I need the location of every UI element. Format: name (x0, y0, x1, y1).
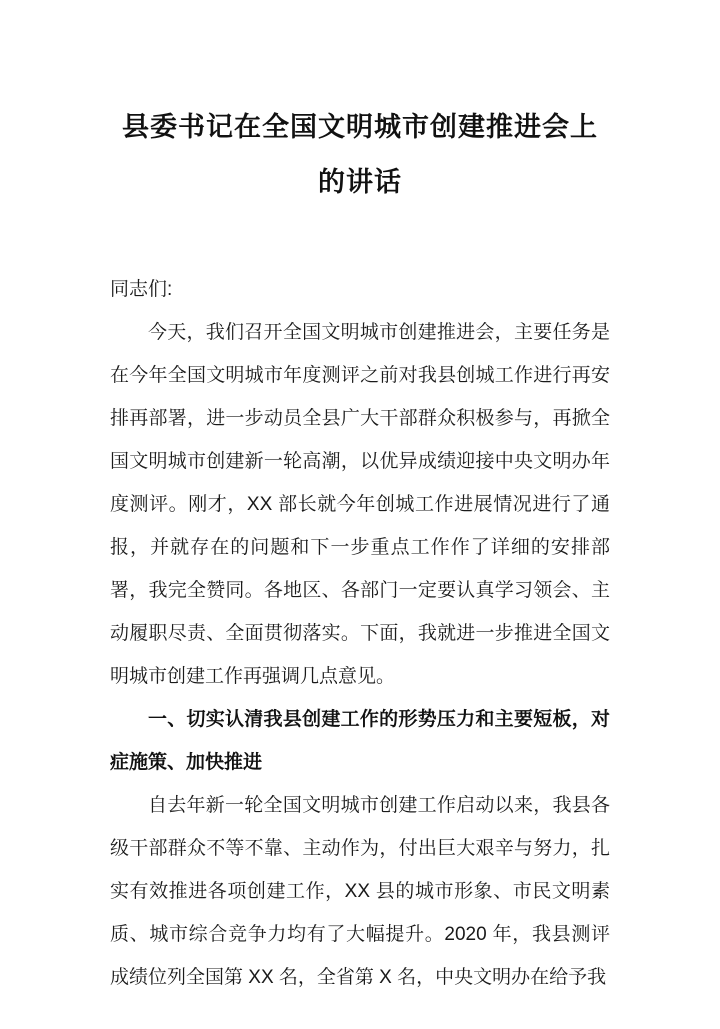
body-paragraph-2: 自去年新一轮全国文明城市创建工作启动以来，我县各级干部群众不等不靠、主动作为，付出巨大艰辛与努力，扎实有效推进各项创建工作，XX 县的城市形象、市民文明素质、城市综合竞争力均有了大幅提升。2020 年，我县测评成绩位列全国第 XX 名，全省第 X 名，中央文明办在给予我 (110, 795, 610, 988)
document-title-line-2: 的讲话 (318, 167, 402, 197)
document-title (110, 100, 610, 210)
document-title-line-1: 县委书记在全国文明城市创建推进会上 (122, 112, 598, 142)
salutation-paragraph: 同志们: (110, 279, 173, 300)
body-paragraph-1: 今天，我们召开全国文明城市创建推进会，主要任务是在今年全国文明城市年度测评之前对我县创城工作进行再安排再部署，进一步动员全县广大干部群众积极参与，再掀全国文明城市创建新一轮高潮，以优异成绩迎接中央文明办年度测评。刚才，XX 部长就今年创城工作进展情况进行了通报，并就存在的问题和下一步重点工作作了详细的安排部署，我完全赞同。各地区、各部门一定要认真学习领会、主动履职尽责、全面贯彻落实。下面，我就进一步推进全国文明城市创建工作再强调几点意见。 (110, 322, 610, 687)
section-heading-1: 一、切实认清我县创建工作的形势压力和主要短板，对症施策、加快推进 (110, 709, 610, 773)
